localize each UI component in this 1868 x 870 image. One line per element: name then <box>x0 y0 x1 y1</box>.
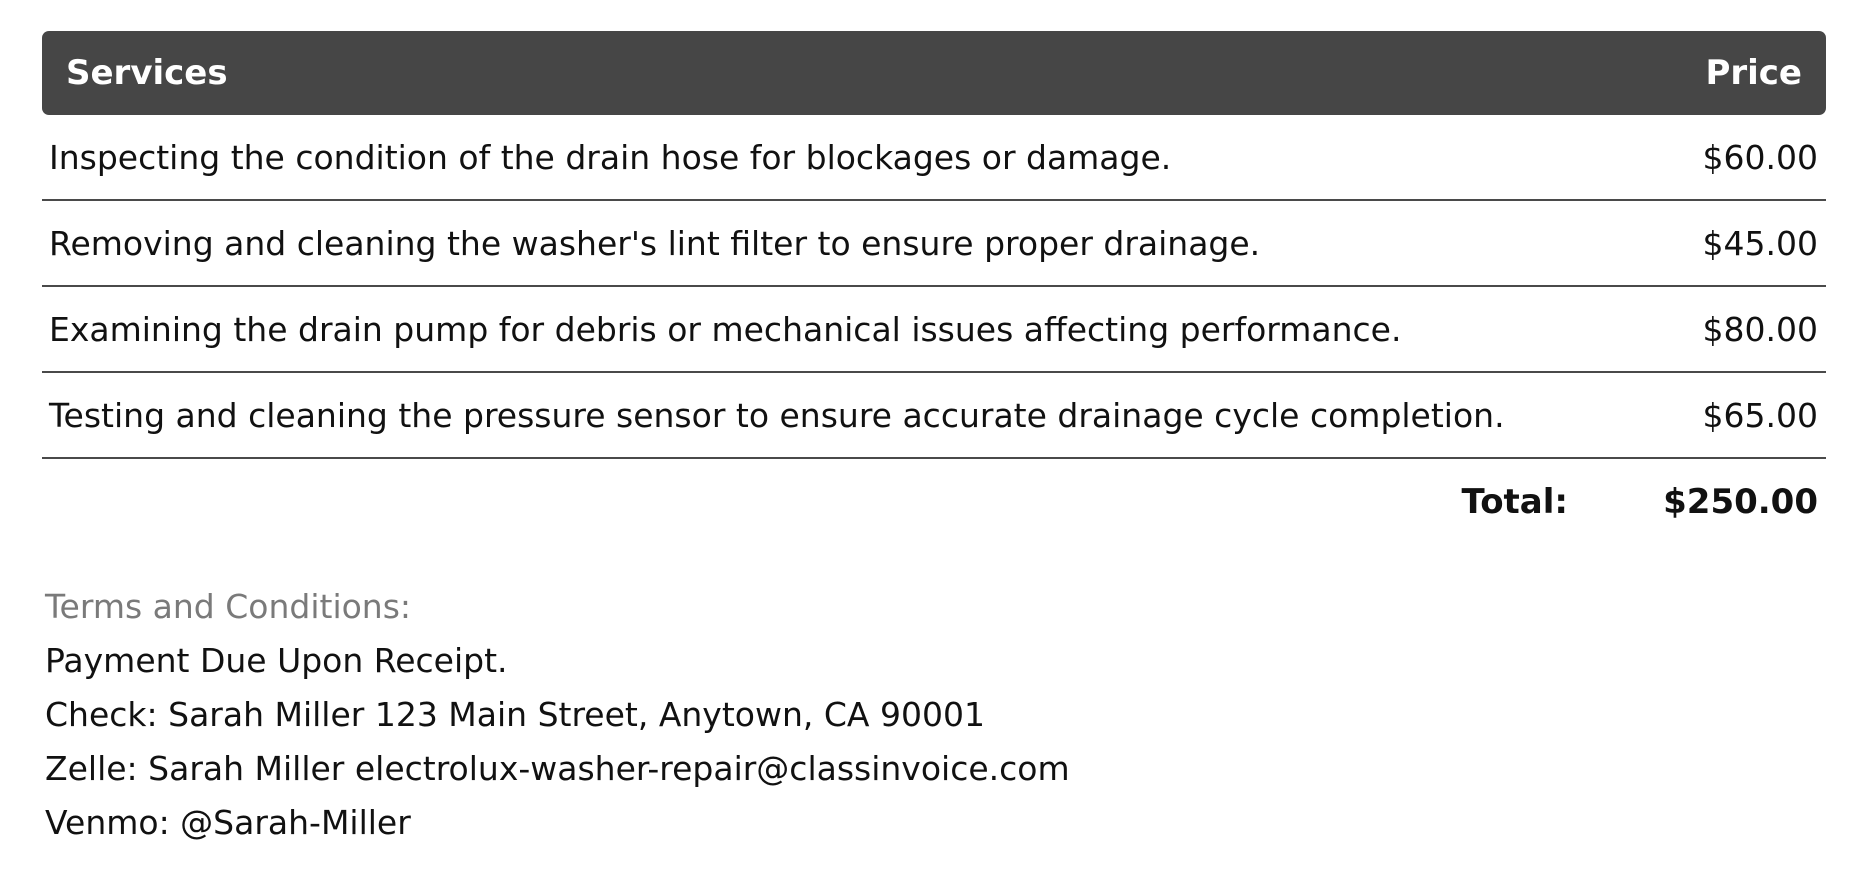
venmo-payment-line: Venmo: @Sarah-Miller <box>45 803 411 842</box>
table-header <box>42 31 1826 115</box>
service-price: $45.00 <box>1702 223 1818 263</box>
total-label: Total: <box>1461 482 1568 522</box>
service-price: $60.00 <box>1702 137 1818 177</box>
total-value: $250.00 <box>1663 482 1818 522</box>
service-description: Removing and cleaning the washer's lint filter to ensure proper drainage. <box>49 223 1261 263</box>
terms-heading: Terms and Conditions: <box>45 587 412 626</box>
service-price: $80.00 <box>1702 309 1818 349</box>
services-column-header: Services <box>66 53 228 93</box>
total-row <box>42 459 1826 545</box>
terms-section <box>45 580 1070 850</box>
table-row <box>42 115 1826 201</box>
services-table <box>42 31 1826 545</box>
service-description: Examining the drain pump for debris or mechanical issues affecting performance. <box>49 309 1402 349</box>
zelle-payment-line: Zelle: Sarah Miller electrolux-washer-repair@classinvoice.com <box>45 749 1070 788</box>
payment-due-line: Payment Due Upon Receipt. <box>45 641 508 680</box>
table-row <box>42 201 1826 287</box>
check-payment-line: Check: Sarah Miller 123 Main Street, Anytown, CA 90001 <box>45 695 985 734</box>
price-column-header: Price <box>1705 53 1802 93</box>
service-price: $65.00 <box>1702 395 1818 435</box>
table-row <box>42 373 1826 459</box>
service-description: Testing and cleaning the pressure sensor to ensure accurate drainage cycle completion. <box>49 395 1505 435</box>
service-description: Inspecting the condition of the drain hose for blockages or damage. <box>49 137 1172 177</box>
table-row <box>42 287 1826 373</box>
